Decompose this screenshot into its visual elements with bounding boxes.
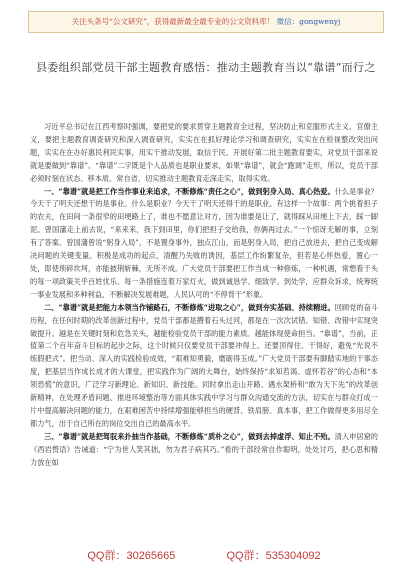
banner-wechat: 微信：gongwenyj <box>276 17 341 26</box>
point-paragraph <box>30 431 378 470</box>
footer-qq-right: QQ群：535304092 <box>226 550 321 562</box>
intro-paragraph: 习近平总书记在江西考察时强调，要把党的要求贯穿主题教育全过程，坚决防止和克服形式主义、官僚主义，要把主题教育调查研究和深入调查研究，实实在在抓好理论学习和调查研究，实实在在检视整改突出问题，实实在在办好惠民利民实事，用实干推动发展，取信于民。开展好第二批主题教育要实，对党员干部来说就是要做到“靠谱”。“靠谱”二字既是个人品质也是职业要求，如果“靠谱”，就会“跑调”走形，所以，党员干部必须时刻在状态、移本质、常自省，切实推动主题教育走深走实，取得实效。 <box>30 122 378 183</box>
point-heading: 二、“靠谱”就是把能力本领当作铺路石，不断修炼“进取之心”，做到夯实基础、持续精进。 <box>44 302 335 312</box>
footer-contacts <box>0 547 408 563</box>
point-heading: 一、“靠谱”就是把工作当作事业来追求，不断修炼“责任之心”，做到躬身入局、真心热爱。 <box>44 186 335 196</box>
point-paragraph <box>30 186 378 302</box>
promo-banner <box>28 11 384 33</box>
banner-text: 关注头条号“公文研究”，获得最新最全最专业的公文资料库！ <box>71 17 275 26</box>
document-title: 县委组织部党员干部主题教育感悟：推动主题教育当以“靠谱”而行之 <box>36 61 376 74</box>
point-text: 回顾党的奋斗历程，在任何时期的改革创新过程中，党员干部都是攒着石头过河，都是在一次次试错、知错、改错中实现突破提升。越是在关键时刻和危急关头，越能检验党员干部的能力素质。越能体现使命担当。“靠谱”，当前，正值第二个百年奋斗目标的起步之际，这个时候只仅要党员干部要冲得上、还要顶得住、干得好，避免“光说不练假把式”。把当动、深入的实践检验成效，“艰难知勇毅，磨砺得玉成。”广大党员干部要有脚踏实地的干事态度，把基层当作成长成才的大课堂，把实践作为广阔的大舞台，始终保持“求知若渴、虚怀若谷”的心态和“本领恐慌”的意识，广泛学习新理论、新知识、新技能。同时拿出走山开路、遇水架桥和“敢为天下先”的改革创新精神，在处理矛盾问题、推进环境整治等方面具体实践中学习与群众沟通交流的方法，切实在与群众打成一片中提高解决问题的能力，在艰难困苦中持续增强能够担当的硬背、铁肩膀、真本事，把工作做得更多用尽全都力气，出于自己所在的岗位交出自己的最高水平。 <box>30 302 378 428</box>
point-text: 清入申居窟的《西岩赘语》告诫道：“宁为世人笑其拙，勿为君子病其巧。”看的干部经常自作聪明，处处讨巧，把心思和精力放在如 <box>30 431 378 467</box>
point-paragraph <box>30 302 378 431</box>
point-text: 什么是事业？今天干了明天还想干的是事业。什么是职业？今天干了明天还得干的是职业。有这样一个故事：两个挑着担子的农夫，在田间一条很窄的田埂路上了，谁也不愿意让对方，因为谁要是让了，就得踩从田埂上下去，踩一脚泥。曾国藩走上前去说，“来来来，我下到田里，你们把担子交给我，你俩再过去。”一个惊讶无解的事，立刻有了答案。曾国藩曾说“躬身入局”，不是置身事外，独点江山，而是躬身入局，把自己放进去，把自己变成解决问题的关键变量。积极是成功的起点，清醒乃失败的诱因，基层工作纷繁复杂，但若是心怀热爱，置心一处，即使琐碎坎坷，亦能披荆斩棘，无所不成。广大党员干部要把工作当成一种修炼，一种机遇，常想看于头的每一项政策关乎百姓忧乐、每一条措施连着万家灯火，做到诚恳学、细致学、到处学，应群众诉求，统筹统一事业发展和多种利益，不断解决发展难题，人民认可的“不停背干”形象。 <box>30 186 378 299</box>
document-body <box>30 121 378 469</box>
point-heading: 三、“靠谱”就是把驾驭来扑抽当作基础，不断修炼“质朴之心”，做到去掉虚浮、知止不殆。 <box>44 431 335 441</box>
footer-qq-left: QQ群：30265665 <box>87 550 176 562</box>
